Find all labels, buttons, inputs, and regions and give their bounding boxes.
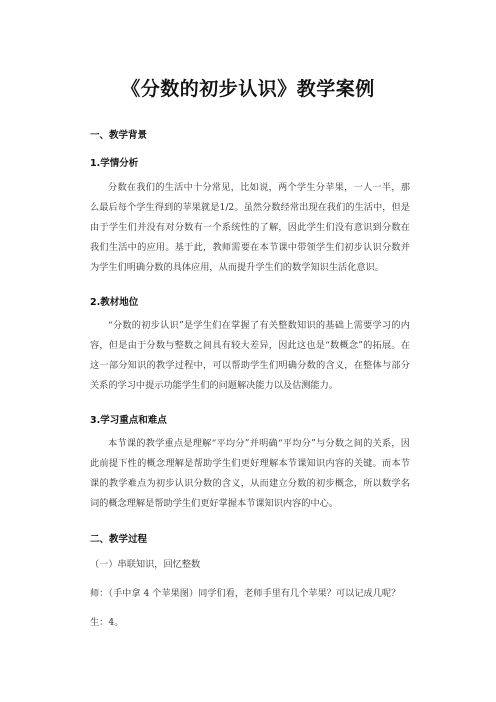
section-heading-background: 一、教学背景 xyxy=(90,130,148,141)
subheading-key-points: 3.学习重点和难点 xyxy=(90,415,167,426)
dialogue-teacher: 师：（手中拿 4 个苹果图）同学们看，老师手里有几个苹果？可以记成几呢？ xyxy=(90,588,401,599)
document-title: 《分数的初步认识》教学案例 xyxy=(121,78,375,100)
section-heading-process: 二、教学过程 xyxy=(90,534,148,545)
dialogue-student: 生：4。 xyxy=(90,617,124,628)
subheading-textbook-position: 2.教材地位 xyxy=(90,297,139,308)
subheading-review-integers: （一）串联知识，回忆整数 xyxy=(90,559,201,570)
paragraph-learner-analysis: 分数在我们的生活中十分常见，比如说，两个学生分苹果，一人一半，那么最后每个学生得到的苹果就是1/2。虽然分数经常出现在我们的生活中，但是由于学生们并没有对分数有一个系统性的了解，因此学生们没有意识到分数在我们生活中的应用。基于此，教师需要在本节课中带领学生们初步认识分数并为学生们明确分数的具体应用，从而提升学生们的数学知识生活化意识。 xyxy=(90,182,410,273)
paragraph-textbook-position: “分数的初步认识”是学生们在掌握了有关整数知识的基础上需要学习的内容，但是由于分数与整数之间具有较大差异，因此这也是“数概念”的拓展。在这一部分知识的教学过程中，可以帮助学生们明确分数的含义，在整体与部分关系的学习中提示功能学生们的问题解决能力以及估测能力。 xyxy=(90,320,410,391)
paragraph-key-points: 本节课的教学重点是理解“平均分”并明确“平均分”与分数之间的关系，因此前提下性的概念理解是帮助学生们更好理解本节课知识内容的关键。而本节课的教学难点为初步认识分数的含义，从而建立分数的初步概念，所以数学名词的概念理解是帮助学生们更好掌握本节课知识内容的中心。 xyxy=(90,438,410,509)
subheading-learner-analysis: 1.学情分析 xyxy=(90,158,139,169)
